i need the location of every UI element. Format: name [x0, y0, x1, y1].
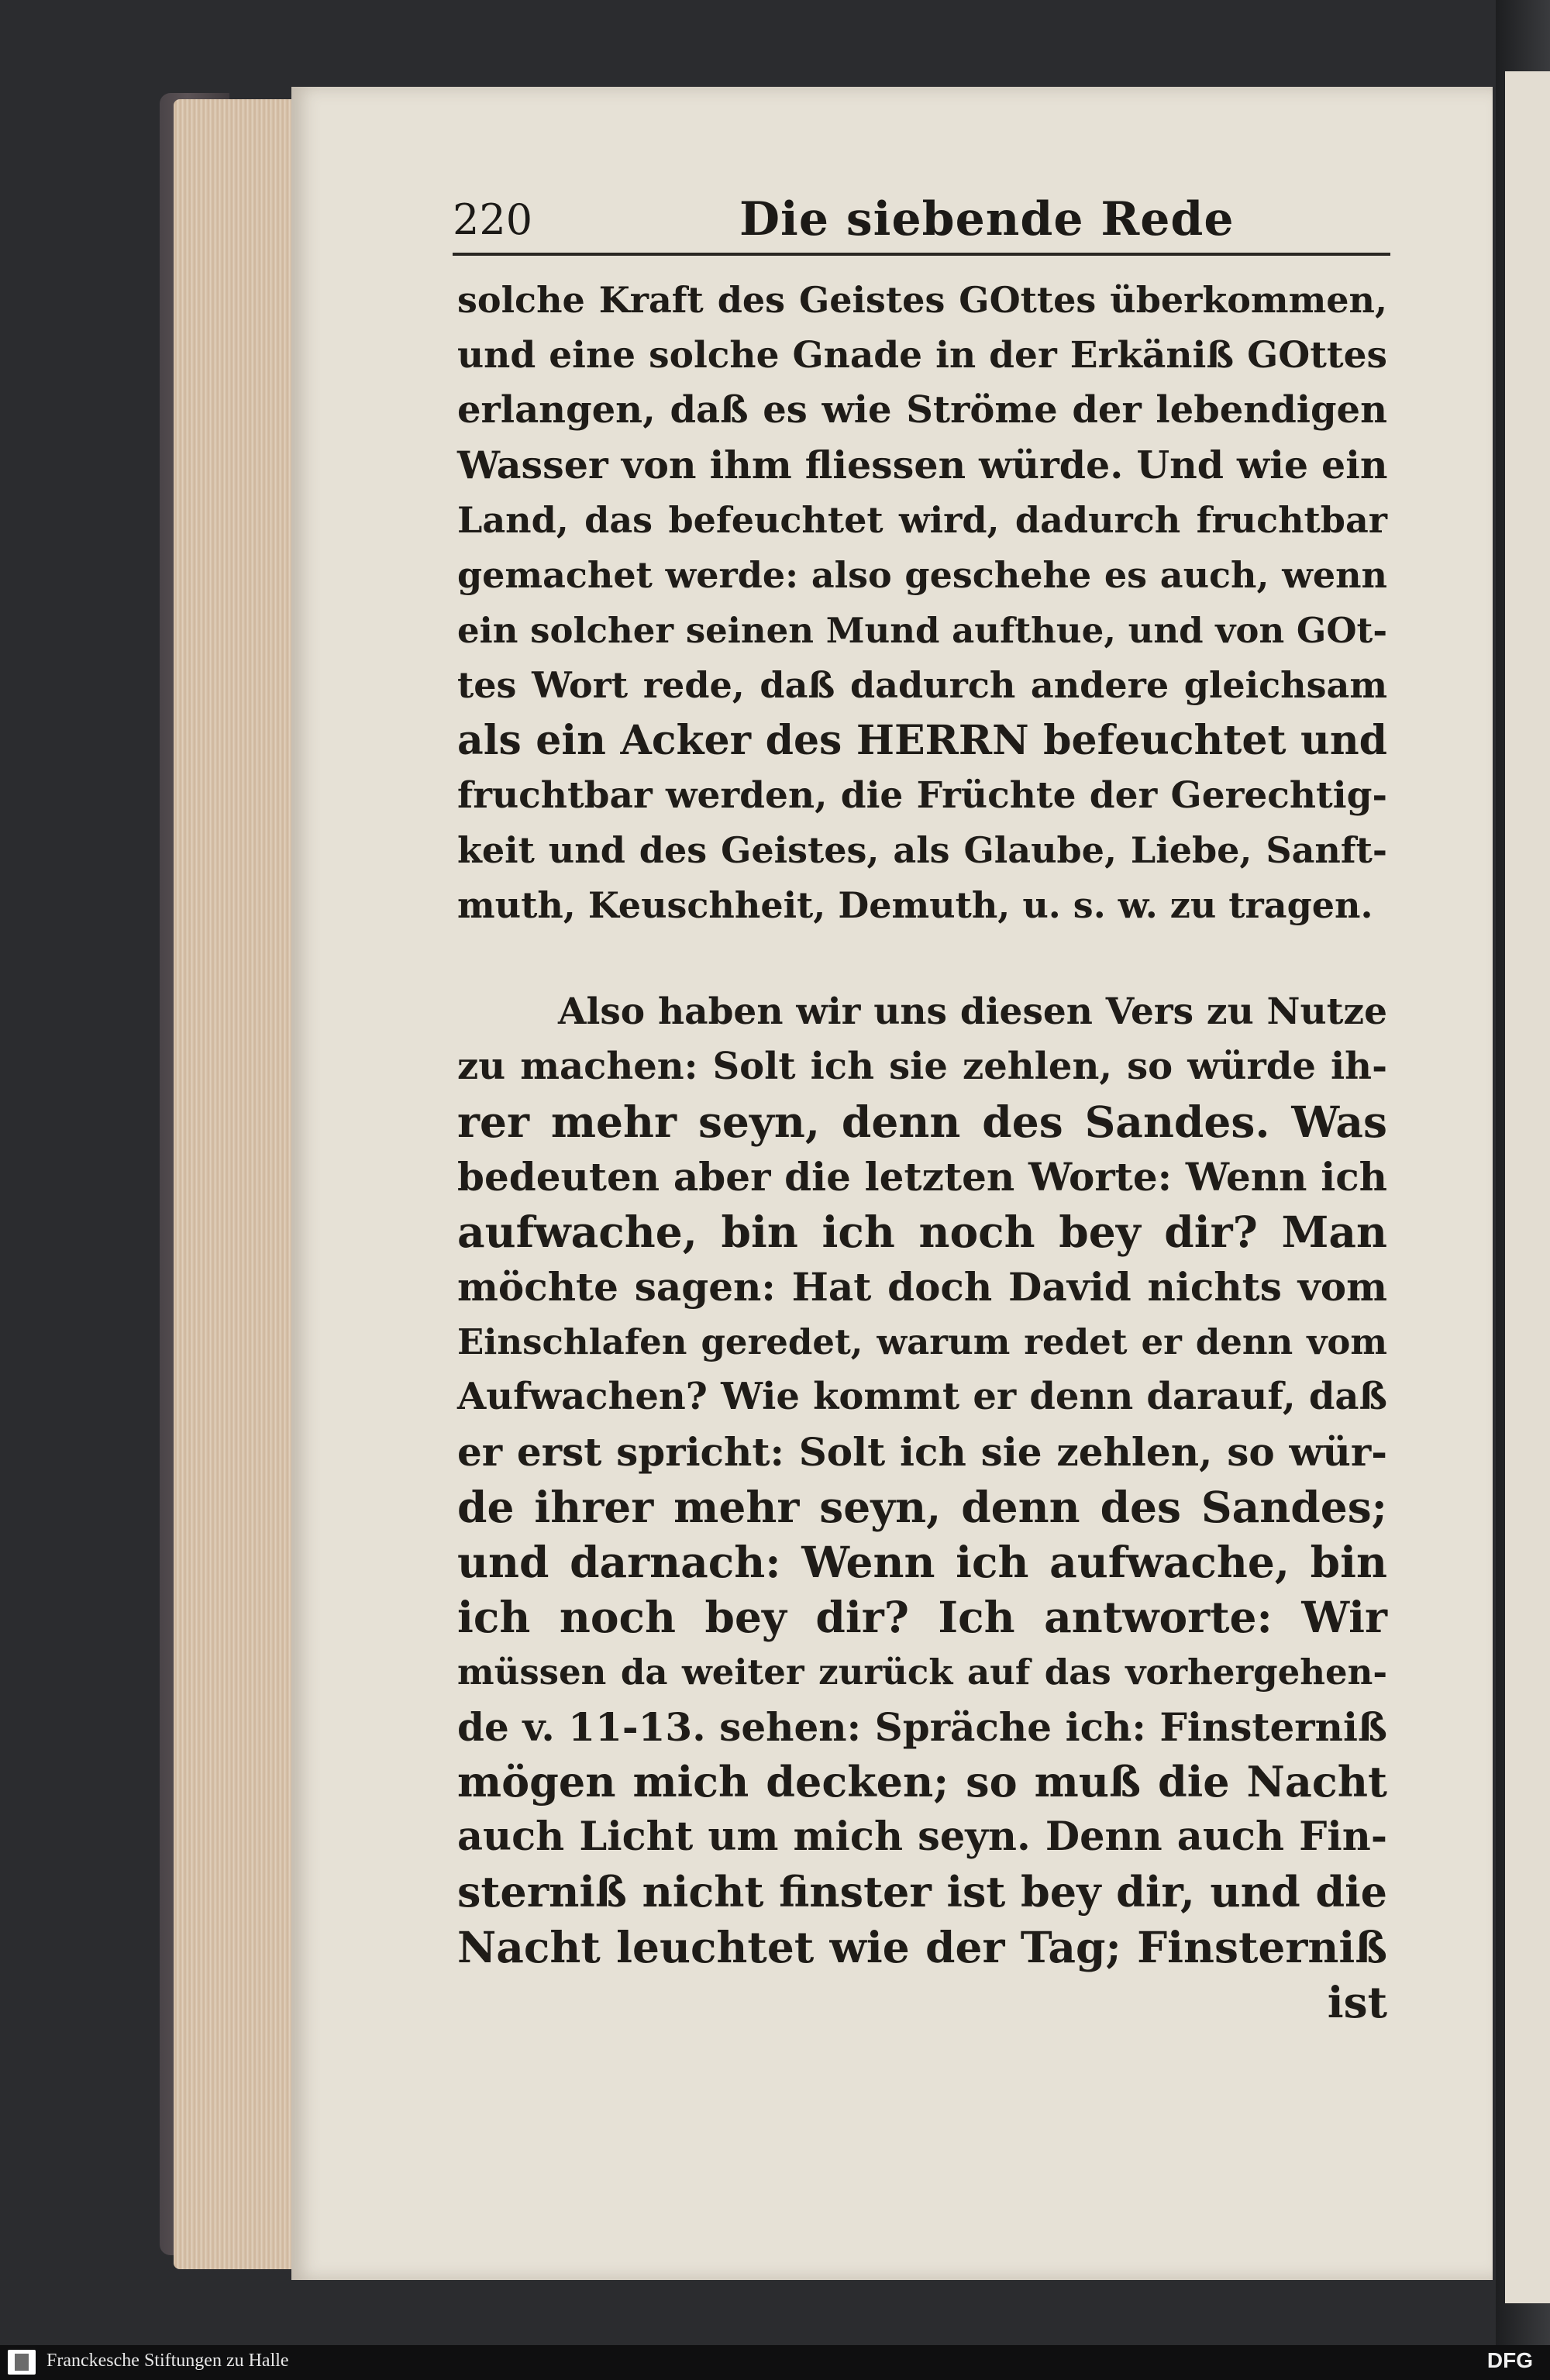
text-line: de ihrer mehr seyn, denn des Sandes; [457, 1482, 1387, 1532]
page-block-edges [174, 99, 301, 2269]
text-line: Aufwachen? Wie kommt er denn darauf, daß [457, 1375, 1387, 1418]
text-line: tes Wort rede, daß dadurch andere gleichsam [457, 664, 1387, 706]
text-line: erlangen, daß es wie Ströme der lebendigen [457, 388, 1387, 432]
page-body-text [457, 273, 1387, 2030]
paragraph-gap [457, 933, 1387, 984]
text-line: zu machen: Solt ich sie zehlen, so würde ih- [457, 1045, 1387, 1088]
text-line: ein solcher seinen Mund aufthue, und von GOt- [457, 610, 1387, 651]
text-line: er erst spricht: Solt ich sie zehlen, so wür- [457, 1429, 1387, 1475]
text-line: Wasser von ihm fliessen würde. Und wie ein [457, 443, 1388, 487]
text-line: und eine solche Gnade in der Erkäniß GOttes [457, 334, 1387, 377]
running-head-title: Die siebende Rede [739, 192, 1235, 246]
text-line: Nacht leuchtet wie der Tag; Finsterniß [457, 1922, 1387, 1972]
text-line: bedeuten aber die letzten Worte: Wenn ich [457, 1154, 1387, 1200]
text-line: müssen da weiter zurück auf das vorhergehen- [457, 1652, 1387, 1693]
catchword: ist [1327, 1977, 1387, 2027]
head-rule [453, 253, 1390, 256]
text-line: und darnach: Wenn ich aufwache, bin [457, 1537, 1387, 1587]
footer-institution: Franckesche Stiftungen zu Halle [46, 2351, 289, 2371]
text-line: auch Licht um mich seyn. Denn auch Fin- [457, 1813, 1387, 1860]
facing-page-edge [1505, 71, 1550, 2303]
running-head [453, 192, 1390, 254]
text-line: de v. 11-13. sehen: Spräche ich: Finsterniß [457, 1704, 1387, 1750]
page-number: 220 [453, 195, 533, 244]
text-line: rer mehr seyn, denn des Sandes. Was [457, 1097, 1387, 1147]
text-line: ich noch bey dir? Ich antworte: Wir [457, 1592, 1387, 1642]
text-line: solche Kraft des Geistes GOttes überkommen, [457, 279, 1387, 321]
text-line: fruchtbar werden, die Früchte der Gerechtig- [457, 774, 1387, 817]
text-line: aufwache, bin ich noch bey dir? Man [457, 1207, 1387, 1257]
text-line: mögen mich decken; so muß die Nacht [457, 1757, 1387, 1807]
text-line: Also haben wir uns diesen Vers zu Nutze [558, 990, 1387, 1033]
text-line: keit und des Geistes, als Glaube, Liebe, Sanft- [457, 829, 1387, 871]
text-line: sterniß nicht finster ist bey dir, und die [457, 1867, 1387, 1917]
footer-dfg-logo: DFG [1486, 2348, 1533, 2372]
text-line: als ein Acker des HERRN befeuchtet und [457, 717, 1387, 764]
text-line: muth, Keuschheit, Demuth, u. s. w. zu tragen. [457, 884, 1373, 926]
text-line: Einschlafen geredet, warum redet er denn vom [457, 1321, 1387, 1362]
text-line: gemachet werde: also geschehe es auch, wenn [457, 554, 1387, 596]
text-line: Land, das befeuchtet wird, dadurch fruchtbar [457, 499, 1387, 541]
text-line: möchte sagen: Hat doch David nichts vom [457, 1264, 1387, 1310]
institution-logo-icon [8, 2350, 36, 2375]
